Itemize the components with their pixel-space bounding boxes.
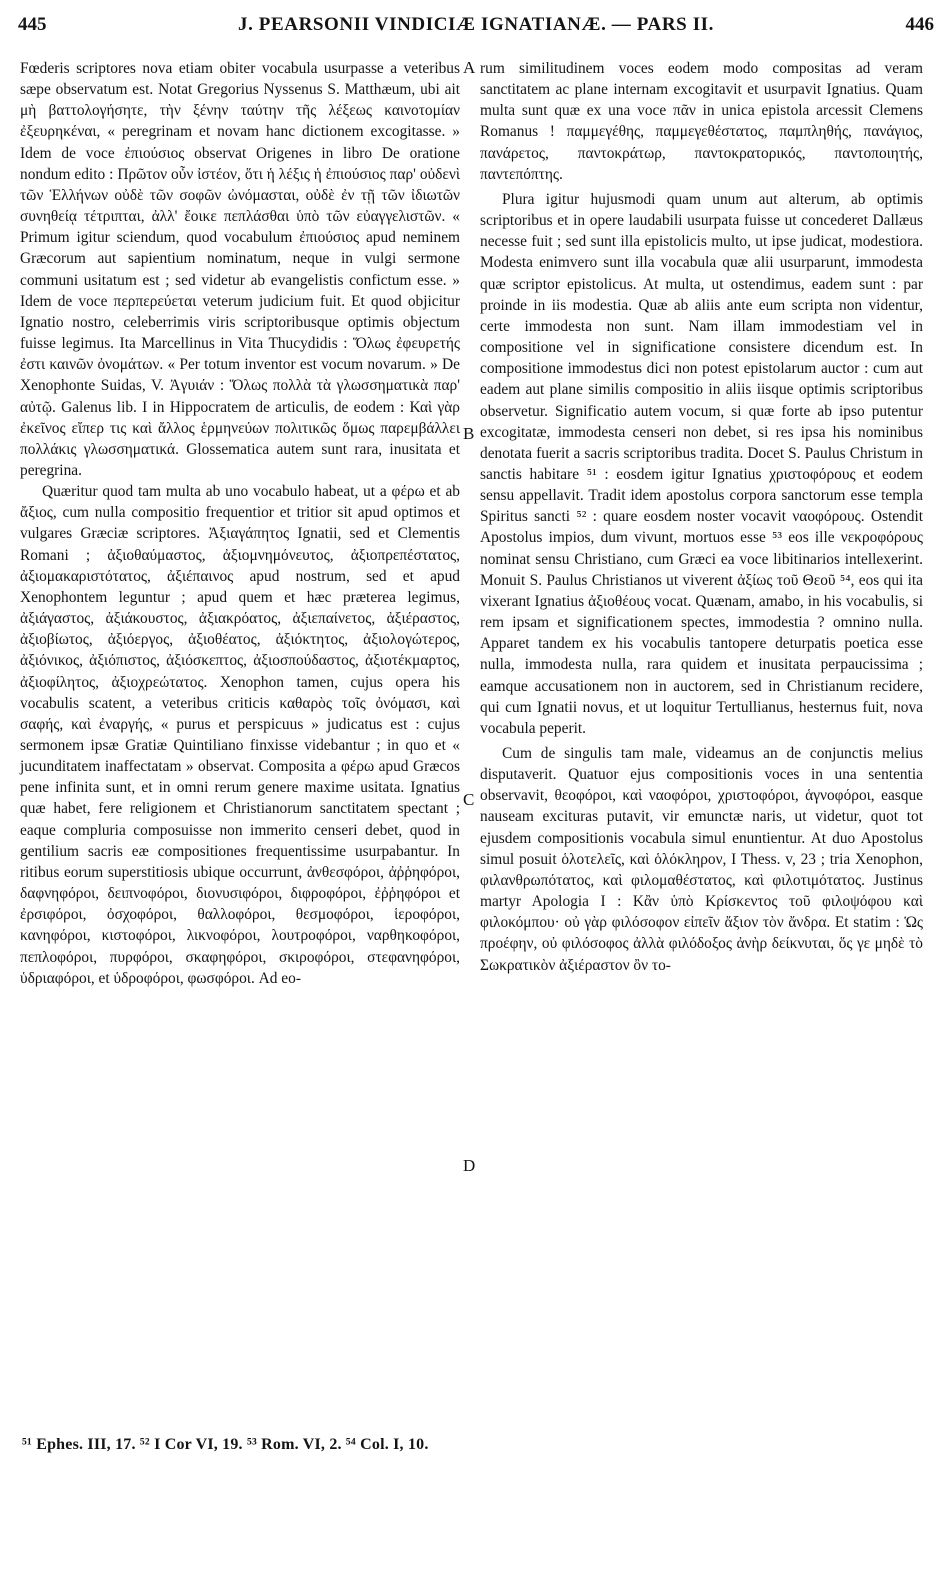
page-header: [18, 8, 934, 48]
margin-marker-a: A: [463, 58, 476, 77]
margin-marker-b: B: [463, 424, 475, 443]
left-page-number: 445: [18, 14, 47, 35]
left-paragraph-2: Quæritur quod tam multa ab uno vocabulo habeat, ut a φέρω et ab ἄξιος, cum nulla compositio frequentior et tritior sit apud optimos et vulgares Græciæ scriptores. Ἀξιαγάπητος Ignatii, sed et Clementis Romani ; ἀξιοθαύμαστος, ἀξιομνημόνευτος, ἀξιοπρεπέστατος, ἀξιομακαριστότατος, ἀξιέπαινος apud nostrum, sed et apud Xenophontem leguntur ; apud quem et hæc præterea legimus, ἀξιάγαστος, ἀξιάκουστος, ἀξιακρόατος, ἀξιεπαίνετος, ἀξιέραστος, ἀξιοβίωτος, ἀξιόεργος, ἀξιοθέατος, ἀξιόκτητος, ἀξιολογώτερος, ἀξιόνικος, ἀξιόπιστος, ἀξιόσκεπτος, ἀξιοσπούδαστος, ἀξιοτέκμαρτος, ἀξιοφίλητος, ἀξιοχρεώτατος. Xenophon tamen, cujus opera his vocabulis scatent, a veteribus criticis καθαρὸς τοῖς ὀνόμασι, καὶ σαφής, καὶ ἐναργής, « purus et perspicuus » judicatus est : cujus sermonem ipsæ Gratiæ Quintiliano finxisse videbantur ; in quo et « jucunditatem inaffectatam » observat. Composita a φέρω apud Græcos pene infinita sunt, et in omni rerum genere maxime usitata. Ignatius quæ habet, fere religionem et Christianorum sanctitatem spectant ; eaque compluria composuisse non immerito censeri debet, quod in gentilium sacris eæ compositiones frequentissime usurpabantur. In ritibus eorum superstitiosis ubique occurrunt, ἀνθεσφόροι, ἀῤῥηφόροι, δαφνηφόροι, δειπνοφόροι, διονυσιφόροι, διφροφόροι, ἐῤῥηφόροι et ἐρσιφόροι, ὀσχοφόροι, θαλλοφόροι, θεσμοφόροι, ἱεροφόροι, κανηφόροι, κιστοφόροι, λικνοφόροι, λουτροφόροι, ναρθηκοφόροι, πεπλοφόροι, πυρφόροι, σκαφηφόροι, σκιροφόροι, στεφανηφόροι, ὑδριαφόροι, et ὑδροφόροι, φωσφόροι. Ad eo-: [20, 483, 460, 987]
footnotes: ⁵¹ Ephes. III, 17. ⁵² I Cor VI, 19. ⁵³ Rom. VI, 2. ⁵⁴ Col. I, 10.: [22, 1436, 429, 1453]
right-column: [480, 58, 923, 976]
margin-marker-d: D: [463, 1156, 476, 1175]
left-column: [20, 58, 460, 989]
running-title: J. PEARSONII VINDICIÆ IGNATIANÆ. — PARS II.: [237, 14, 715, 35]
right-paragraph-1: rum similitudinem voces eodem modo compositas ad veram sanctitatem ac plane internam excogitavit et usurpavit Ignatius. Quam multa sunt quæ ex una voce πᾶν in unica epistola arcessit Clemens Romanus ! παμμεγέθης, παμμεγεθέστατος, παμπληθής, πανάγιος, πανάρετος, παντοκράτωρ, παντοκρατορικός, παντοποιητής, παντεπόπτης.: [480, 60, 923, 183]
right-paragraph-3: Cum de singulis tam male, videamus an de conjunctis melius disputaverit. Quatuor ejus compositionis voces in una sententia observavit, θεοφόροι, καὶ ναοφόροι, χριστοφόροι, ἁγνοφόροι, easque nauseam excituras putavit, vir emunctæ naris, ut videtur, quot tot ejusdem compositionis vocabula simul enuntientur. At duo Apostolus simul posuit ὁλοτελεῖς, καὶ ὁλόκληρον, I Thess. v, 23 ; tria Xenophon, φιλανθρωπότατος, καὶ φιλομαθέστατος, καὶ φιλοτιμότατος. Justinus martyr Apologia I : Κἂν ὑπὸ Κρίσκεντος τοῦ φιλοψόφου καὶ φιλοκόμπου· οὐ γὰρ φιλόσοφον εἰπεῖν ἄξιον τὸν ἄνδρα. Et statim : Ὡς προέφην, οὐ φιλόσοφος ἀλλὰ φιλόδοξος ἀνὴρ δείκνυται, ὅς γε μηδὲ τὸ Σωκρατικὸν ἀξιέραστον ὂν το-: [480, 745, 923, 974]
right-paragraph-2: Plura igitur hujusmodi quam unum aut alterum, ab optimis scriptoribus et in opere laudabili usurpata fuisse ut concederet Dallæus necesse fuit ; sed sunt illa epistolicis multo, ut ipse judicat, modestiora. Modesta enimvero sunt illa vocabula quæ alii usurparunt, immodesta quæ scriptor epistolicus. At multa, ut ostendimus, eadem sunt : par proinde in iis modestia. Quæ ab aliis ante eum scripta non videntur, certe immodesta non sunt. Nam illam immodestiam vel in compositione vel in significatione consistere dicendum est. In compositione immodestus dici non potest epistolarum auctor : cum aut eadem aut plane similis compositio in aliis iisque optimis scriptoribus observetur. Significatio autem vocum, si quæ forte ab ipso putentur excogitatæ, immodesta censeri non debet, si res ipsa his nominibus denotata fuerit a sacris scriptoribus tradita. Docet S. Paulus Christum in sanctis habitare ⁵¹ : eosdem igitur Ignatius χριστοφόρους et eodem sensu appellavit. Tradit idem apostolus corpora sanctorum esse templa Spiritus sancti ⁵² : quare eosdem noster vocavit ναοφόρους. Ostendit Apostolus impios, dum vivunt, mortuos esse ⁵³ eos ille νεκροφόρους nominat sensu Christiano, cum Græci ea voce libitinarios intellexerint. Monuit S. Paulus Christianos ut viverent ἀξίως τοῦ Θεοῦ ⁵⁴, eos qui ita vixerant Ignatius ἀξιοθέους vocat. Quænam, amabo, in his vocabulis, si rem ipsam et significationem spectes, immodestia ? omnino nulla. Apparet tandem ex his vocabulis tantopere deturpatis poetica esse nulla, immodesta nulla, rara quidem et inusitata perpaucissima ; eamque accusationem non in auctorem, sed in Christianum recidere, qui cum Ignatii novus, et ut loquitur Tertullianus, hesternus fuit, nova vocabula peperit.: [480, 190, 923, 737]
right-page-number: 446: [905, 14, 934, 35]
margin-marker-c: C: [463, 790, 475, 809]
left-paragraph-1: Fœderis scriptores nova etiam obiter vocabula usurpasse a veteribus sæpe observatum est. Notat Gregorius Nyssenus S. Matthæum, ubi ait μὴ βαττολογήσητε, τὴν ξένην ταύτην τῆς λέξεως καινοτομίαν ἐξευρηκέναι, « peregrinam et novam hanc dictionem excogitasse. » Idem de voce ἐπιούσιος observat Origenes in libro De oratione nondum edito : Πρῶτον οὖν ἰστέον, ὅτι ἡ λέξις ἡ ἐπιούσιος παρ' οὐδενὶ τῶν Ἑλλήνων οὐδὲ τῶν σοφῶν ὠνόμασται, οὐδὲ ἐν τῇ τῶν ἰδιωτῶν συνηθείᾳ τέτριπται, ἀλλ' ἔοικε πεπλάσθαι ὑπὸ τῶν εὐαγγελιστῶν. « Primum igitur sciendum, quod vocabulum ἐπιούσιος apud neminem Græcorum aut sapientium nominatum, neque in vulgi sermone communi usitatum est ; sed videtur ab evangelistis confictum esse. » Idem de voce περπερεύεται veterum judicium fuit. Et quod objicitur Ignatio nostro, celeberrimis viris scriptoribusque optimis objectum fuisse legimus. Ita Marcellinus in Vita Thucydidis : Ὅλως ἐφευρετής ἐστι καινῶν ὀνομάτων. « Per totum inventor est vocum novarum. » De Xenophonte Suidas, V. Ἀγυιάν : Ὅλως πολλὰ τὰ γλωσσηματικὰ παρ' αὐτῷ. Galenus lib. I in Hippocratem de articulis, de eodem : Καὶ γὰρ ἐκεῖνος εἴπερ τις καὶ ἄλλος ἑρμηνεύων πολιτικῶς ὅμως παρεμβάλλει πολλάκις γλωσσηματικά. Glossematica autem sunt rara, inusitata et peregrina.: [20, 60, 460, 479]
